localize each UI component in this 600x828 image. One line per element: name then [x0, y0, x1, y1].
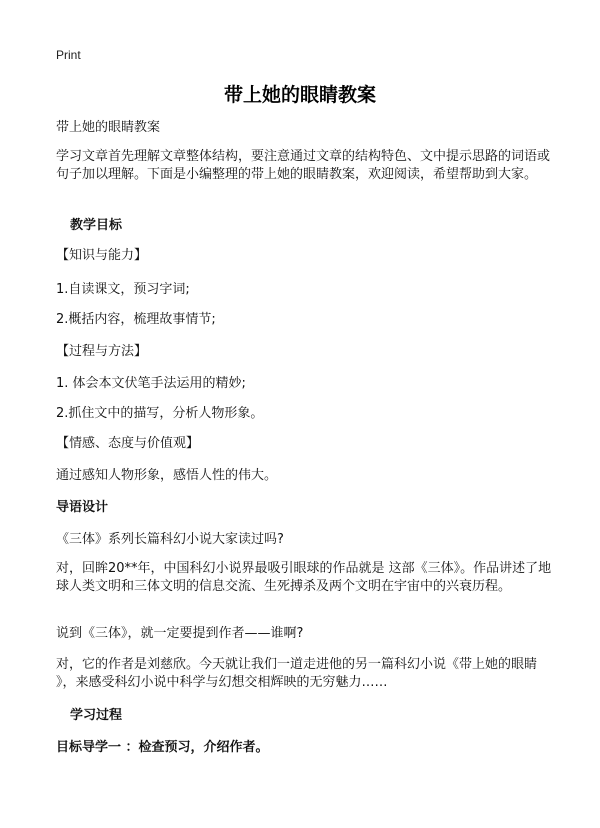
intro-paragraph-2: 对，回眸20**年，中国科幻小说界最吸引眼球的作品就是 这部《三体》。作品讲述了地球人类文明和三体文明的信息交流、生死搏杀及两个文明在宇宙中的兴衰历程。 — [56, 561, 552, 594]
page-title: 带上她的眼睛教案 — [223, 84, 376, 106]
document-subtitle: 带上她的眼睛教案 — [56, 120, 161, 135]
section-heading-intro-design: 导语设计 — [56, 500, 109, 515]
intro-paragraph-4: 对，它的作者是刘慈欣。今天就让我们一道走进他的另一篇科幻小说《带上她的眼睛 》，来感受科幻小说中科学与幻想交相辉映的无穷魅力…… — [56, 657, 538, 690]
section-heading-process: 学习过程 — [70, 708, 123, 723]
emotion-heading: 【情感、态度与价值观】 — [56, 436, 200, 451]
process-heading: 【过程与方法】 — [56, 344, 148, 359]
process-item-1: 1. 体会本文伏笔手法运用的精妙; — [56, 376, 246, 391]
intro-question-1: 《三体》系列长篇科幻小说大家读过吗? — [56, 532, 284, 547]
section-heading-goals: 教学目标 — [70, 218, 123, 233]
knowledge-item-2: 2.概括内容，梳理故事情节; — [56, 312, 216, 327]
process-item-2: 2.抓住文中的描写，分析人物形象。 — [56, 406, 264, 421]
intro-question-3: 说到《三体》，就一定要提到作者——谁啊? — [56, 626, 304, 641]
knowledge-item-1: 1.自读课文，预习字词; — [56, 282, 190, 297]
emotion-item-1: 通过感知人物形象，感悟人性的伟大。 — [56, 468, 278, 483]
knowledge-heading: 【知识与能力】 — [56, 248, 148, 263]
goal-heading-1: 目标导学一 ：检查预习，介绍作者。 — [56, 740, 269, 755]
intro-paragraph: 学习文章首先理解文章整体结构，要注意通过文章的结构特色、文中提示思路的词语或句子加以理解。下面是小编整理的带上她的眼睛教案，欢迎阅读，希望帮助到大家。 — [56, 149, 551, 182]
print-label: Print — [56, 48, 81, 62]
